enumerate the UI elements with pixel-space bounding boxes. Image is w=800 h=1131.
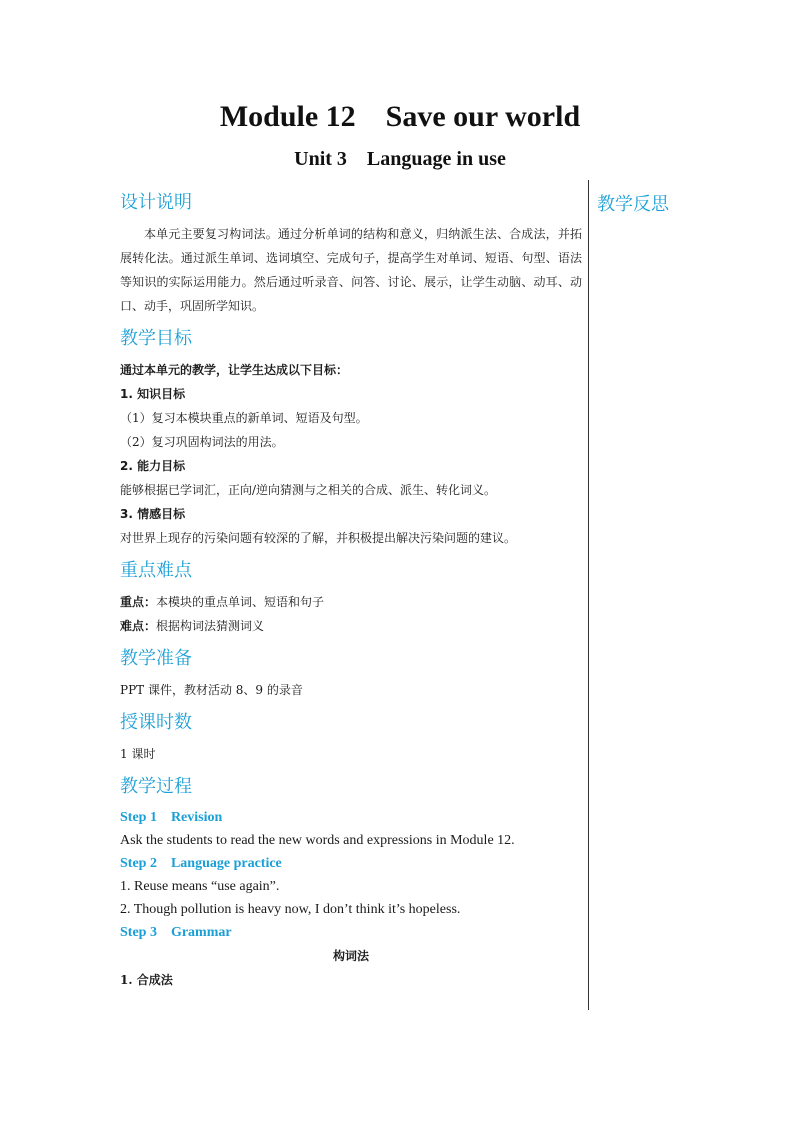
keypoints-heading: 重点难点 xyxy=(120,560,192,581)
knowledge-item-2: （2）复习巩固构词法的用法。 xyxy=(120,435,284,449)
step2-item-2: 2. Though pollution is heavy now, I don’t think it’s hopeless. xyxy=(120,902,461,917)
difficulty-line xyxy=(120,614,582,638)
design-text: 本单元主要复习构词法。通过分析单词的结构和意义，归纳派生法、合成法，并拓展转化法。通过派生单词、选词填空、完成句子，提高学生对单词、短语、句型、语法等知识的实际运用能力。然后通过听录音、问答、讨论、展示，让学生动脑、动耳、动口、动手，巩固所学知识。 xyxy=(120,227,582,313)
key-text: 本模块的重点单词、短语和句子 xyxy=(156,595,325,609)
main-column xyxy=(120,190,582,992)
step2-title: Step 2 Language practice xyxy=(120,856,282,871)
knowledge-title: 1. 知识目标 xyxy=(120,387,186,401)
hours-text: 1 课时 xyxy=(120,747,156,761)
ability-title: 2. 能力目标 xyxy=(120,459,186,473)
knowledge-item-1: （1）复习本模块重点的新单词、短语及句型。 xyxy=(120,411,368,425)
emotion-title: 3. 情感目标 xyxy=(120,507,186,521)
module-title: Module 12 Save our world xyxy=(219,100,581,133)
reflection-heading: 教学反思 xyxy=(597,194,669,215)
column-divider xyxy=(588,180,589,1010)
step2-item-1: 1. Reuse means “use again”. xyxy=(120,879,280,894)
prep-heading: 教学准备 xyxy=(120,648,192,669)
grammar-topic: 构词法 xyxy=(332,949,369,963)
prep-text: PPT 课件，教材活动 8、9 的录音 xyxy=(120,683,303,697)
process-heading: 教学过程 xyxy=(120,776,192,797)
step1-title: Step 1 Revision xyxy=(120,810,223,825)
objectives-intro: 通过本单元的教学，让学生达成以下目标： xyxy=(120,363,349,377)
key-point-line xyxy=(120,590,582,614)
hours-heading: 授课时数 xyxy=(120,712,192,733)
unit-subtitle: Unit 3 Language in use xyxy=(294,148,506,170)
design-heading: 设计说明 xyxy=(120,192,192,213)
ability-text: 能够根据已学词汇，正向/逆向猜测与之相关的合成、派生、转化词义。 xyxy=(120,483,497,497)
key-label: 重点： xyxy=(120,595,157,609)
step1-text: Ask the students to read the new words and expressions in Module 12. xyxy=(120,833,515,848)
objectives-heading: 教学目标 xyxy=(120,328,192,349)
emotion-text: 对世界上现存的污染问题有较深的了解，并积极提出解决污染问题的建议。 xyxy=(120,531,517,545)
step3-title: Step 3 Grammar xyxy=(120,925,232,940)
difficulty-label: 难点： xyxy=(120,619,157,633)
grammar-subheading: 1. 合成法 xyxy=(120,973,173,987)
difficulty-text: 根据构词法猜测词义 xyxy=(156,619,265,633)
